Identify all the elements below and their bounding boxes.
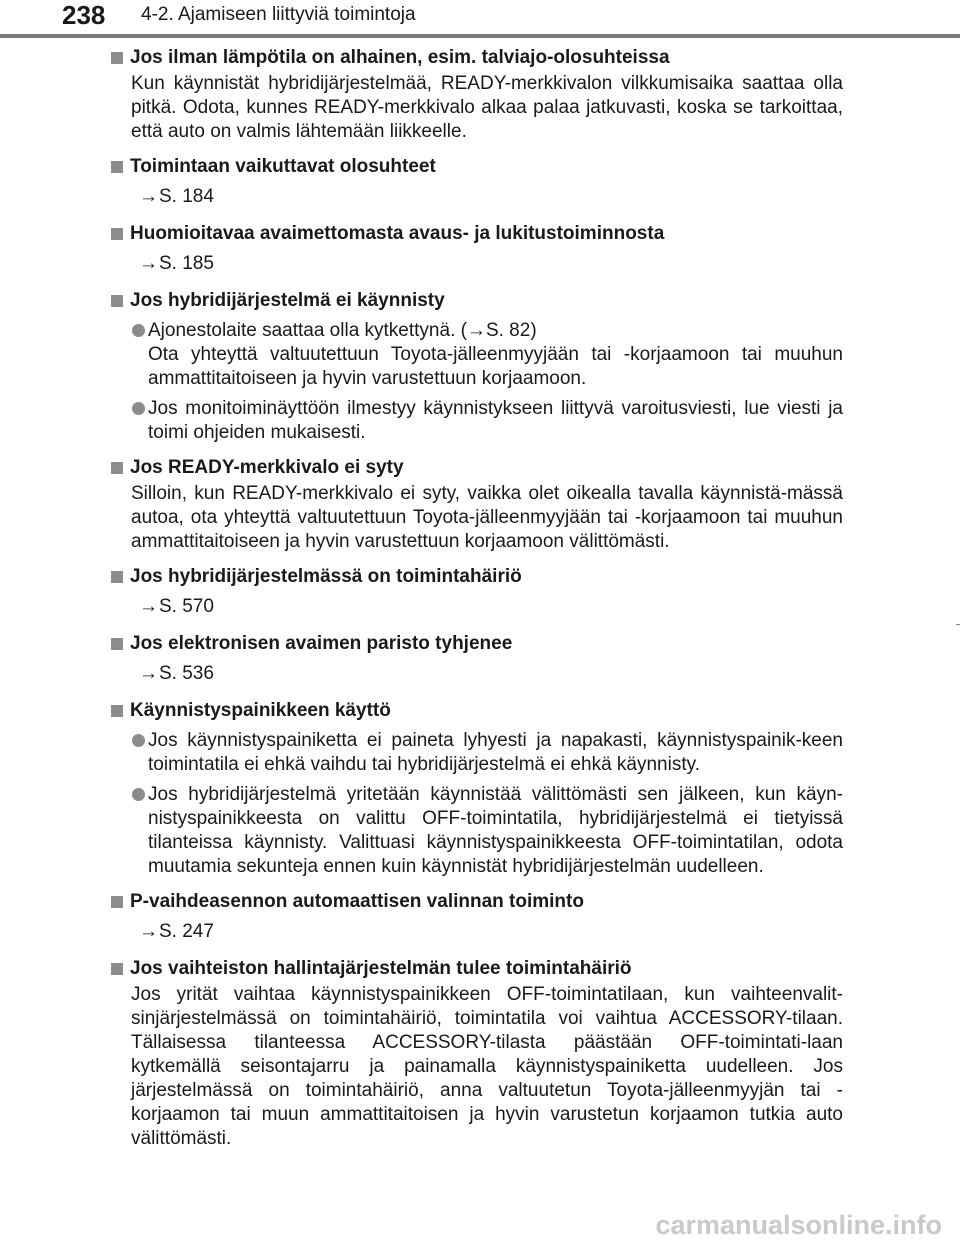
square-bullet-icon: [111, 705, 123, 717]
square-bullet-icon: [111, 963, 123, 975]
page-reference: →S. 536: [139, 663, 214, 684]
page-reference: →S. 184: [139, 186, 214, 207]
round-bullet-icon: [132, 324, 145, 337]
page-reference: →S. 185: [139, 253, 214, 274]
arrow-right-icon: →: [139, 921, 158, 942]
square-bullet-icon: [111, 52, 123, 64]
section-heading: Huomioitavaa avaimettomasta avaus- ja lukitustoiminnosta: [111, 220, 843, 248]
square-bullet-icon: [111, 228, 123, 240]
bullet-item: Ajonestolaite saattaa olla kytkettynä. (→S. 82) Ota yhteyttä valtuutettuun Toyota-jälleenmyyjään tai -korjaamoon tai muuhun ammattitaitoiseen ja hyvin varustettuun korjaamoon.: [111, 319, 843, 391]
section-ready-light-off: [111, 454, 843, 554]
section-smart-entry-notes: [111, 220, 843, 278]
page-content: [111, 44, 843, 1160]
watermark: carmanualsonline.info: [655, 1210, 942, 1240]
section-paragraph: Silloin, kun READY-merkkivalo ei syty, vaikka olet oikealla tavalla käynnistä-mässä autoa, ota yhteyttä valtuutettuun Toyota-jälleenmyyjään tai -korjaamoon tai muuhun ammattitaitoiseen ja hyvin varustettuun korjaamoon välittömästi.: [131, 483, 843, 552]
arrow-right-icon: →: [139, 253, 158, 274]
section-heading: Jos elektronisen avaimen paristo tyhjenee: [111, 630, 843, 658]
section-heading: Toimintaan vaikuttavat olosuhteet: [111, 153, 843, 181]
bullet-item: Jos hybridijärjestelmä yritetään käynnistää välittömästi sen jälkeen, kun käyn-nistyspainikkeesta on valittu OFF-toimintatila, hybridijärjestelmä ei tietyissä tilanteissa käynnisty. Valittuasi käynnistyspainikkeesta OFF-toimintatilan, odota muutamia sekunteja ennen kuin käynnistät hybridijärjestelmän uudelleen.: [111, 783, 843, 879]
square-bullet-icon: [111, 295, 123, 307]
page-number: 238: [62, 0, 106, 30]
section-hybrid-malfunction: [111, 563, 843, 621]
edge-mark: [956, 624, 960, 625]
square-bullet-icon: [111, 638, 123, 650]
section-auto-p-position: [111, 888, 843, 946]
bullet-item: Jos monitoiminäyttöön ilmestyy käynnistykseen liittyvä varoitusviesti, lue viesti ja toimi ohjeiden mukaisesti.: [111, 397, 843, 445]
section-hybrid-not-starting: [111, 287, 843, 445]
section-power-switch-use: [111, 697, 843, 879]
round-bullet-icon: [132, 788, 145, 801]
header-rule: [0, 34, 960, 38]
arrow-right-icon: →: [139, 186, 158, 207]
round-bullet-icon: [132, 734, 145, 747]
section-shift-control-malfunction: [111, 955, 843, 1151]
square-bullet-icon: [111, 161, 123, 173]
section-heading: Jos vaihteiston hallintajärjestelmän tulee toimintahäiriö: [111, 955, 843, 983]
page-reference: →S. 247: [139, 921, 214, 942]
section-heading: Jos hybridijärjestelmä ei käynnisty: [111, 287, 843, 315]
section-paragraph: Kun käynnistät hybridijärjestelmää, READY-merkkivalon vilkkumisaika saattaa olla pitkä. Odota, kunnes READY-merkkivalo alkaa palaa jatkuvasti, koska se tarkoittaa, että auto on valmis lähtemään liikkeelle.: [131, 73, 843, 142]
section-heading: Jos ilman lämpötila on alhainen, esim. talviajo-olosuhteissa: [111, 44, 843, 72]
section-heading: Jos hybridijärjestelmässä on toimintahäiriö: [111, 563, 843, 591]
page-reference: →S. 570: [139, 596, 214, 617]
section-cold-weather: [111, 44, 843, 144]
section-heading: Käynnistyspainikkeen käyttö: [111, 697, 843, 725]
section-operating-conditions: [111, 153, 843, 211]
chapter-title: 4-2. Ajamiseen liittyviä toimintoja: [141, 4, 416, 25]
round-bullet-icon: [132, 402, 145, 415]
square-bullet-icon: [111, 571, 123, 583]
arrow-right-icon: →: [139, 596, 158, 617]
square-bullet-icon: [111, 462, 123, 474]
square-bullet-icon: [111, 896, 123, 908]
section-paragraph: Jos yrität vaihtaa käynnistyspainikkeen OFF-toimintatilaan, kun vaihteenvalit-sinjärjestelmässä on toimintahäiriö, toimintatila voi vaihtua ACCESSORY-tilaan. Tällaisessa tilanteessa ACCESSORY-tilasta päästään OFF-toimintati-laan kytkemällä seisontajarru ja painamalla käynnistyspainiketta uudelleen. Jos järjestelmässä on toimintahäiriö, anna valtuutetun Toyota-jälleenmyyjän tai -korjaamon tai muun ammattitaitoisen ja hyvin varustetun korjaamon tutkia auto välittömästi.: [131, 984, 843, 1149]
section-heading: P-vaihdeasennon automaattisen valinnan toiminto: [111, 888, 843, 916]
section-heading: Jos READY-merkkivalo ei syty: [111, 454, 843, 482]
section-key-battery: [111, 630, 843, 688]
bullet-item: Jos käynnistyspainiketta ei paineta lyhyesti ja napakasti, käynnistyspainik-keen toimintatila ei ehkä vaihdu tai hybridijärjestelmä ei ehkä käynnisty.: [111, 729, 843, 777]
arrow-right-icon: →: [139, 663, 158, 684]
